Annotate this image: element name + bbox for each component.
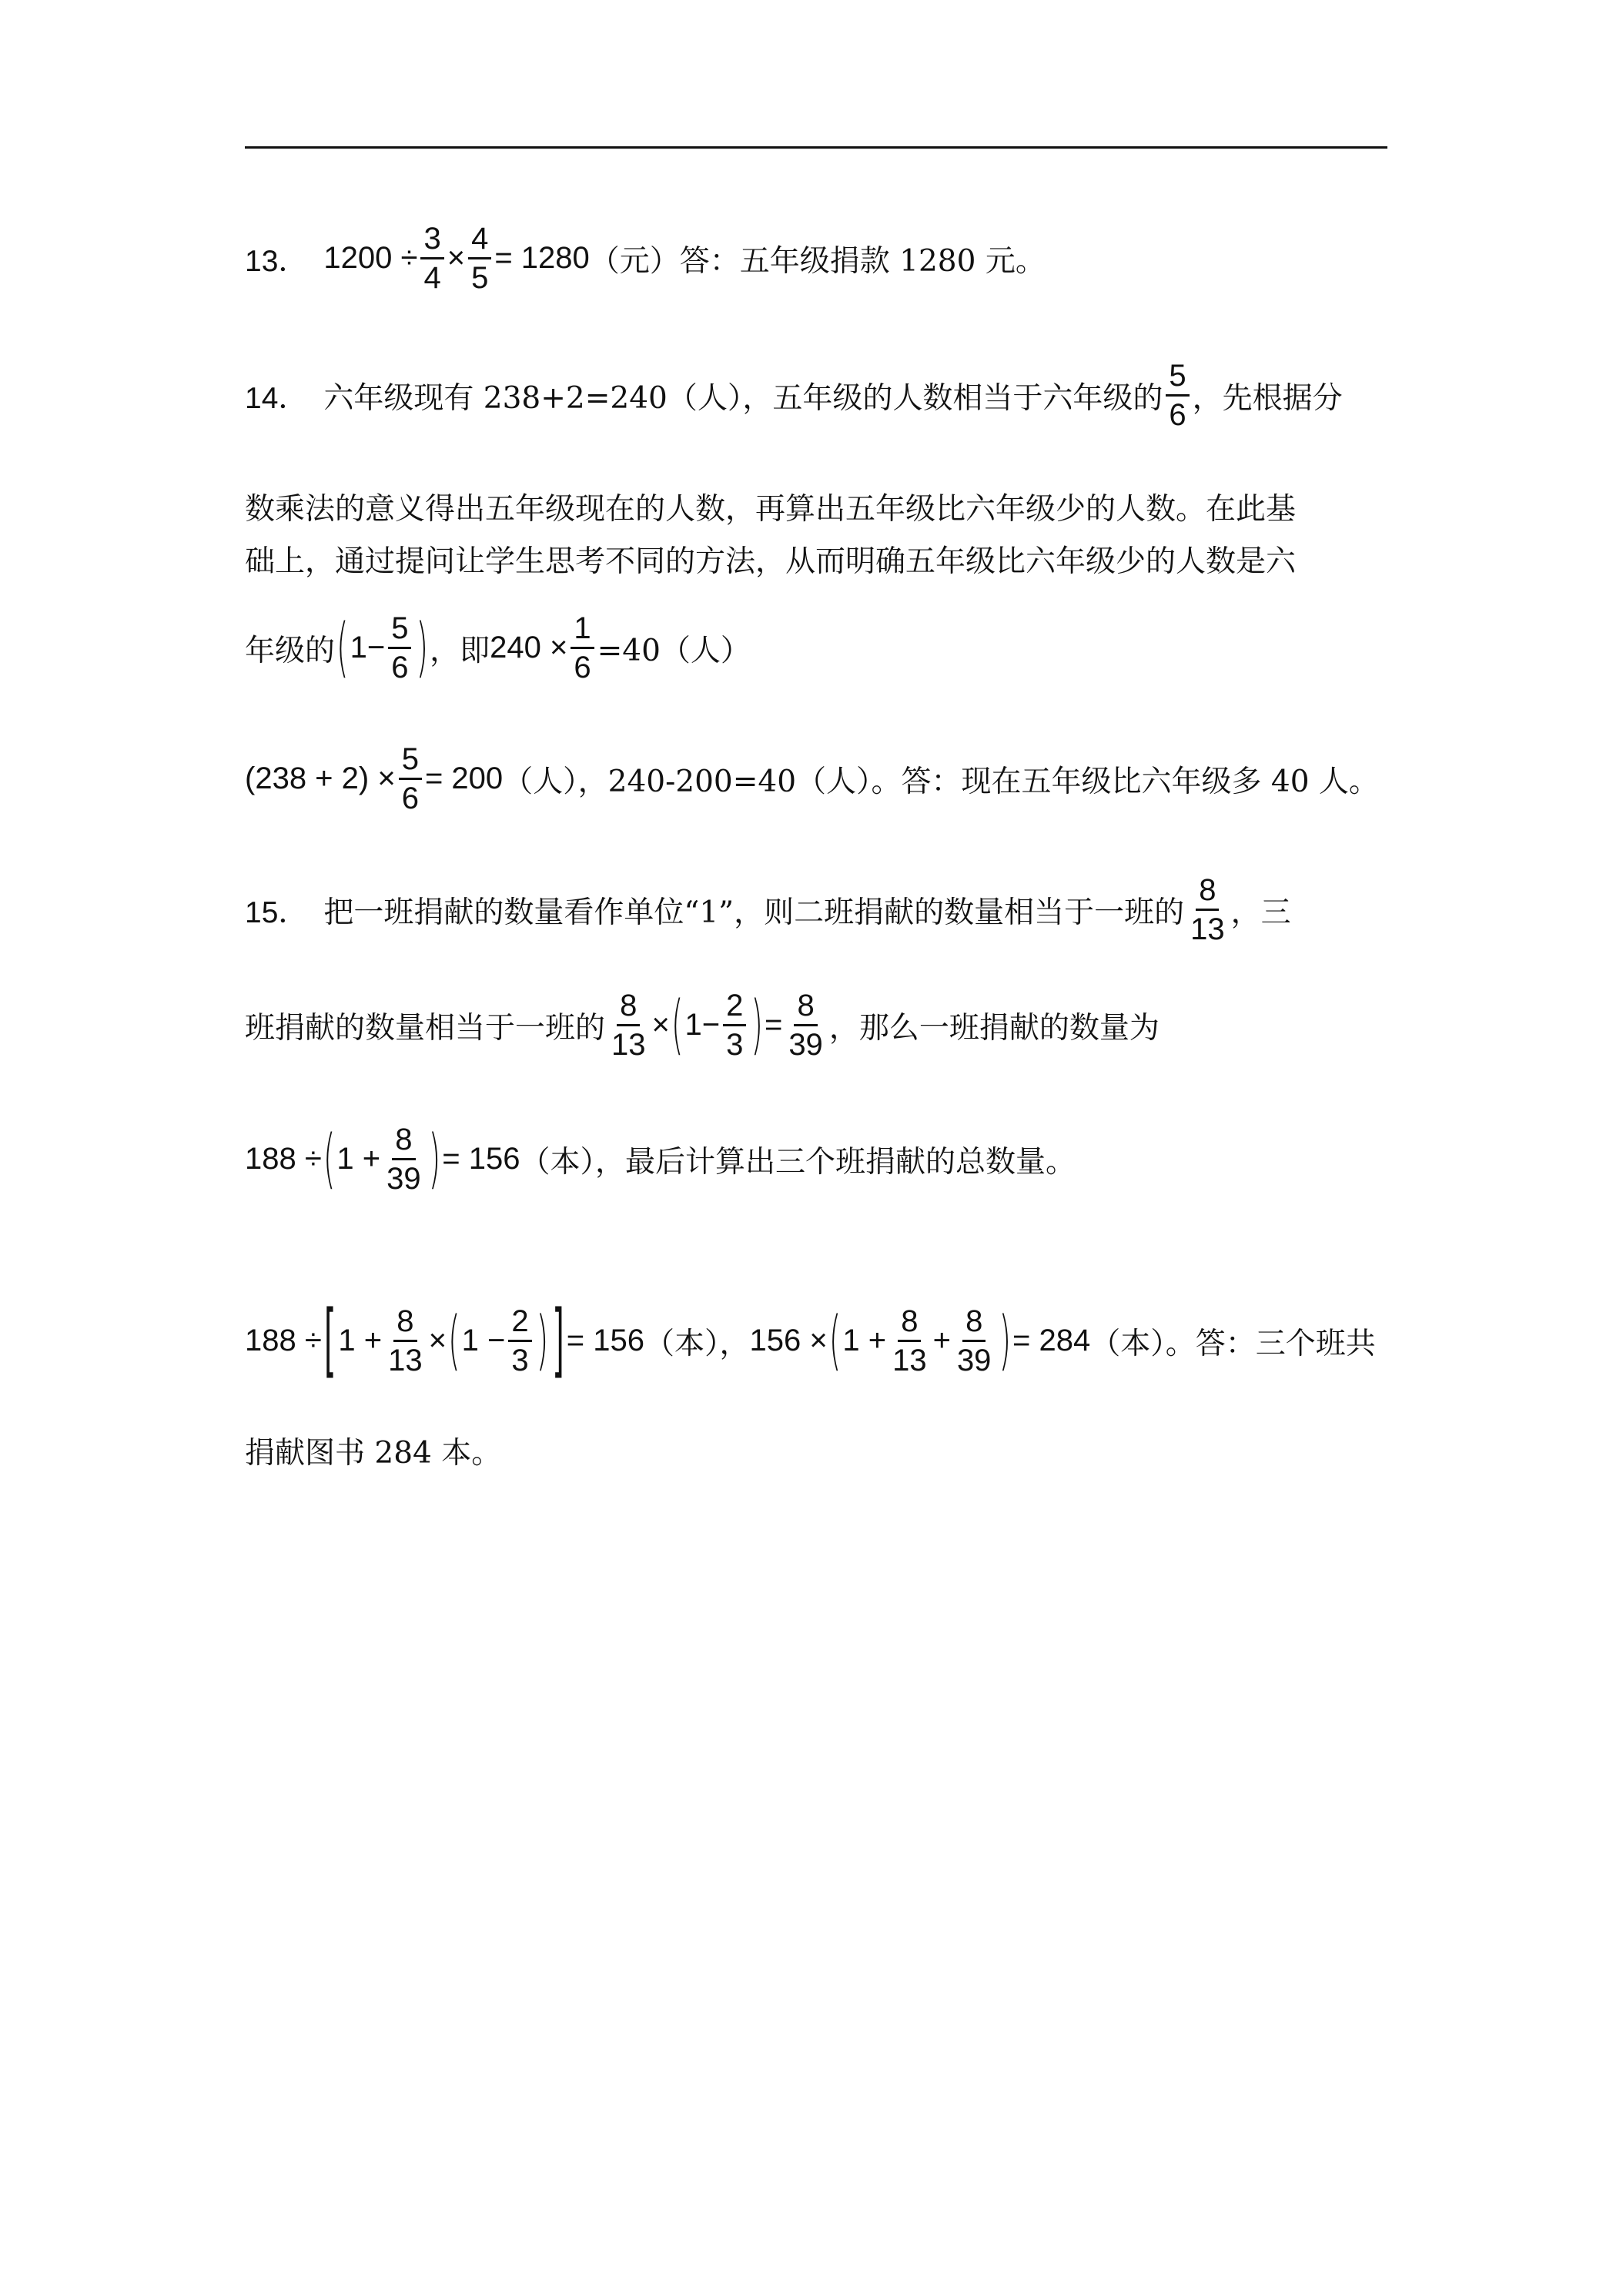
- q15-line2-b: ，那么一班捐献的数量为: [828, 1010, 1160, 1046]
- q13-text: （元）答：五年级捐款 1280 元。: [589, 243, 1046, 279]
- q15-line4-paren-text-2: 1 −: [461, 1324, 506, 1357]
- q14-line5-fraction: $\frac{5}{6}$: [399, 744, 422, 814]
- q13-number: 13．: [245, 244, 309, 278]
- q14-line4-b: ，即: [430, 633, 490, 668]
- q13-fraction-1: $\frac{3}{4}$: [420, 223, 443, 293]
- q15-line2-fraction-1: $\frac{8}{13}$: [611, 989, 646, 1062]
- q15-line-5: [245, 1429, 1392, 1472]
- q14-line1-text: 六年级现有 238+2=240（人），五年级的人数相当于六年级的: [323, 380, 1163, 416]
- q15-line4-paren-text-1: 1 +: [338, 1324, 383, 1357]
- q14-line1-tail: ，先根据分: [1192, 380, 1343, 416]
- q15-line1-text: 把一班捐献的数量看作单位“1”，则二班捐献的数量相当于一班的: [323, 895, 1185, 930]
- q15-line2-paren-text: 1−: [684, 1008, 721, 1042]
- q15-line2-fraction-3: $\frac{8}{39}$: [788, 989, 823, 1062]
- q13-fraction-2: $\frac{4}{5}$: [468, 223, 491, 293]
- left-paren: (: [448, 1304, 460, 1378]
- q15-line3-text: （本），最后计算出三个班捐献的总数量。: [520, 1144, 1076, 1180]
- q14-line1-fraction: $\frac{5}{6}$: [1166, 360, 1189, 430]
- q14-line4-c: =40（人）: [597, 633, 751, 668]
- q14-line2-text: 数乘法的意义得出五年级现在的人数，再算出五年级比六年级少的人数。在此基: [245, 492, 1297, 527]
- q13-op: ×: [447, 241, 466, 275]
- q15-line4-math-a: 188 ÷: [245, 1324, 322, 1357]
- left-paren: (: [828, 1304, 842, 1378]
- q15-line2-op: ×: [651, 1008, 670, 1042]
- q15-number: 15．: [245, 895, 309, 929]
- q15-line4-math-b: = 156: [566, 1324, 645, 1357]
- q15-line-1: [245, 875, 1392, 945]
- q15-line2-eq: =: [764, 1008, 783, 1042]
- q15-line4-fraction-3: $\frac{8}{13}$: [892, 1304, 927, 1377]
- q15-line1-tail: ，三: [1230, 895, 1291, 930]
- right-paren: ): [999, 1304, 1012, 1378]
- q14-line4-math: 240 ×: [490, 631, 568, 664]
- q14-line5-math-a: (238 + 2) ×: [245, 761, 396, 795]
- q15-line-3: [245, 1122, 1392, 1197]
- q14-line-1: [245, 360, 1392, 430]
- q14-line-4: [245, 613, 1392, 683]
- q13-expr-b: = 1280: [494, 241, 590, 275]
- right-bracket: ]: [552, 1294, 564, 1387]
- left-paren: (: [336, 611, 349, 685]
- q15-line4-math-d: = 284: [1012, 1324, 1091, 1357]
- q13-expr-a: 1200 ÷: [323, 241, 418, 275]
- q15-line3-paren-text: 1 +: [336, 1142, 381, 1176]
- q15-line-4: [245, 1294, 1392, 1387]
- q15-line5-text: 捐献图书 284 本。: [245, 1436, 502, 1471]
- q14-line5-math-b: = 200: [424, 761, 504, 795]
- right-paren: ): [536, 1304, 549, 1378]
- q14-line3-text: 础上，通过提问让学生思考不同的方法，从而明确五年级比六年级少的人数是六: [245, 544, 1297, 579]
- q14-line4-fraction-1: $\frac{5}{6}$: [388, 613, 411, 683]
- q14-line-2: [245, 485, 1392, 528]
- right-paren: ): [416, 611, 429, 685]
- q15-line4-fraction-4: $\frac{8}{39}$: [956, 1304, 992, 1377]
- q15-line1-fraction: $\frac{8}{13}$: [1190, 873, 1225, 946]
- q15-line3-math-b: = 156: [442, 1142, 520, 1176]
- q15-line4-paren-text-3: 1 +: [842, 1324, 887, 1357]
- q14-line5-text: （人），240-200=40（人）。答：现在五年级比六年级多 40 人。: [503, 764, 1379, 799]
- q15-line-2: [245, 988, 1392, 1063]
- q13-line: [245, 223, 1392, 293]
- header-rule: [245, 146, 1387, 149]
- q15-line4-op: ×: [428, 1324, 447, 1357]
- q15-line3-fraction: $\frac{8}{39}$: [387, 1123, 421, 1196]
- q14-line4-paren-text: 1−: [350, 631, 386, 664]
- q14-number: 14．: [245, 381, 309, 415]
- q15-line2-fraction-2: $\frac{2}{3}$: [723, 990, 746, 1060]
- q14-line4-fraction-2: $\frac{1}{6}$: [571, 613, 594, 683]
- q15-line4-math-c: 156 ×: [749, 1324, 828, 1357]
- left-bracket: [: [323, 1294, 336, 1387]
- right-paren: ): [751, 988, 763, 1063]
- left-paren: (: [323, 1122, 336, 1197]
- q15-line4-text-a: （本），: [644, 1326, 750, 1361]
- q15-line4-fraction-1: $\frac{8}{13}$: [388, 1304, 423, 1377]
- q15-line3-math-a: 188 ÷: [245, 1142, 322, 1176]
- q14-line-5: [245, 744, 1392, 814]
- left-paren: (: [671, 988, 684, 1063]
- right-paren: ): [428, 1122, 441, 1197]
- q15-line4-plus: +: [932, 1324, 951, 1357]
- q14-line-3: [245, 537, 1392, 581]
- q15-line2-a: 班捐献的数量相当于一班的: [245, 1010, 606, 1046]
- q15-line4-fraction-2: $\frac{2}{3}$: [508, 1306, 531, 1376]
- q14-line4-a: 年级的: [245, 633, 336, 668]
- q15-line4-text-b: （本）。答：三个班共: [1090, 1326, 1376, 1361]
